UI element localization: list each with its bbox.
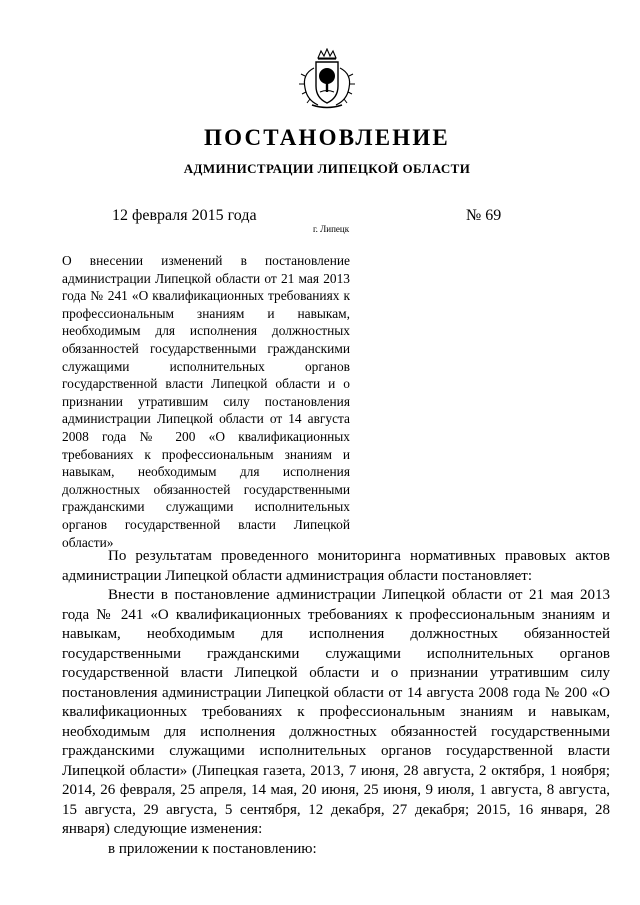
document-body xyxy=(62,547,610,859)
body-paragraph: в приложении к постановлению: xyxy=(108,840,317,857)
lipetsk-coat-of-arms-icon xyxy=(296,48,358,112)
document-city: г. Липецк xyxy=(313,224,350,234)
document-date: 12 февраля 2015 года xyxy=(112,207,257,224)
body-paragraph: По результатам проведенного мониторинга нормативных правовых актов администрации Липецкой области администрация области постановляет: xyxy=(62,548,610,584)
document-title: ПОСТАНОВЛЕНИЕ xyxy=(204,125,450,150)
document-subtitle: АДМИНИСТРАЦИИ ЛИПЕЦКОЙ ОБЛАСТИ xyxy=(183,161,471,176)
preamble-text: О внесении изменений в постановление администрации Липецкой области от 21 мая 2013 года № 241 «О квалификационных требованиях к профессиональным знаниям и навыкам, необходимым для исполнения должностных обязанностей государственными гражданскими служащими исполнительных органов государственной власти Липецкой области и о признании утратившим силу постановления администрации Липецкой области от 14 августа 2008 года № 200 «О квалификационных требованиях к профессиональным знаниям и навыкам, необходимым для исполнения должностных обязанностей государственными гражданскими служащими исполнительных органов государственной власти Липецкой области» xyxy=(62,253,350,550)
body-paragraph: Внести в постановление администрации Липецкой области от 21 мая 2013 года № 241 «О квалификационных требованиях к профессиональным знаниям и навыкам, необходимым для исполнения должностных обязанностей государственными гражданскими служащими исполнительных органов государственной власти Липецкой области и о признании утратившим силу постановления администрации Липецкой области от 14 августа 2008 года № 200 «О квалификационных требованиях к профессиональным знаниям и навыкам, необходимым для исполнения должностных обязанностей государственными гражданскими служащими исполнительных органов государственной власти Липецкой области» (Липецкая газета, 2013, 7 июня, 28 августа, 2 октября, 1 ноября; 2014, 26 февраля, 25 апреля, 14 мая, 20 июня, 25 июня, 9 июля, 1 августа, 8 августа, 15 августа, 29 августа, 5 сентября, 12 декабря, 27 декабря; 2015, 16 января, 28 января) следующие изменения: xyxy=(62,587,610,837)
preamble-block xyxy=(62,252,350,551)
document-number: № 69 xyxy=(466,207,502,224)
